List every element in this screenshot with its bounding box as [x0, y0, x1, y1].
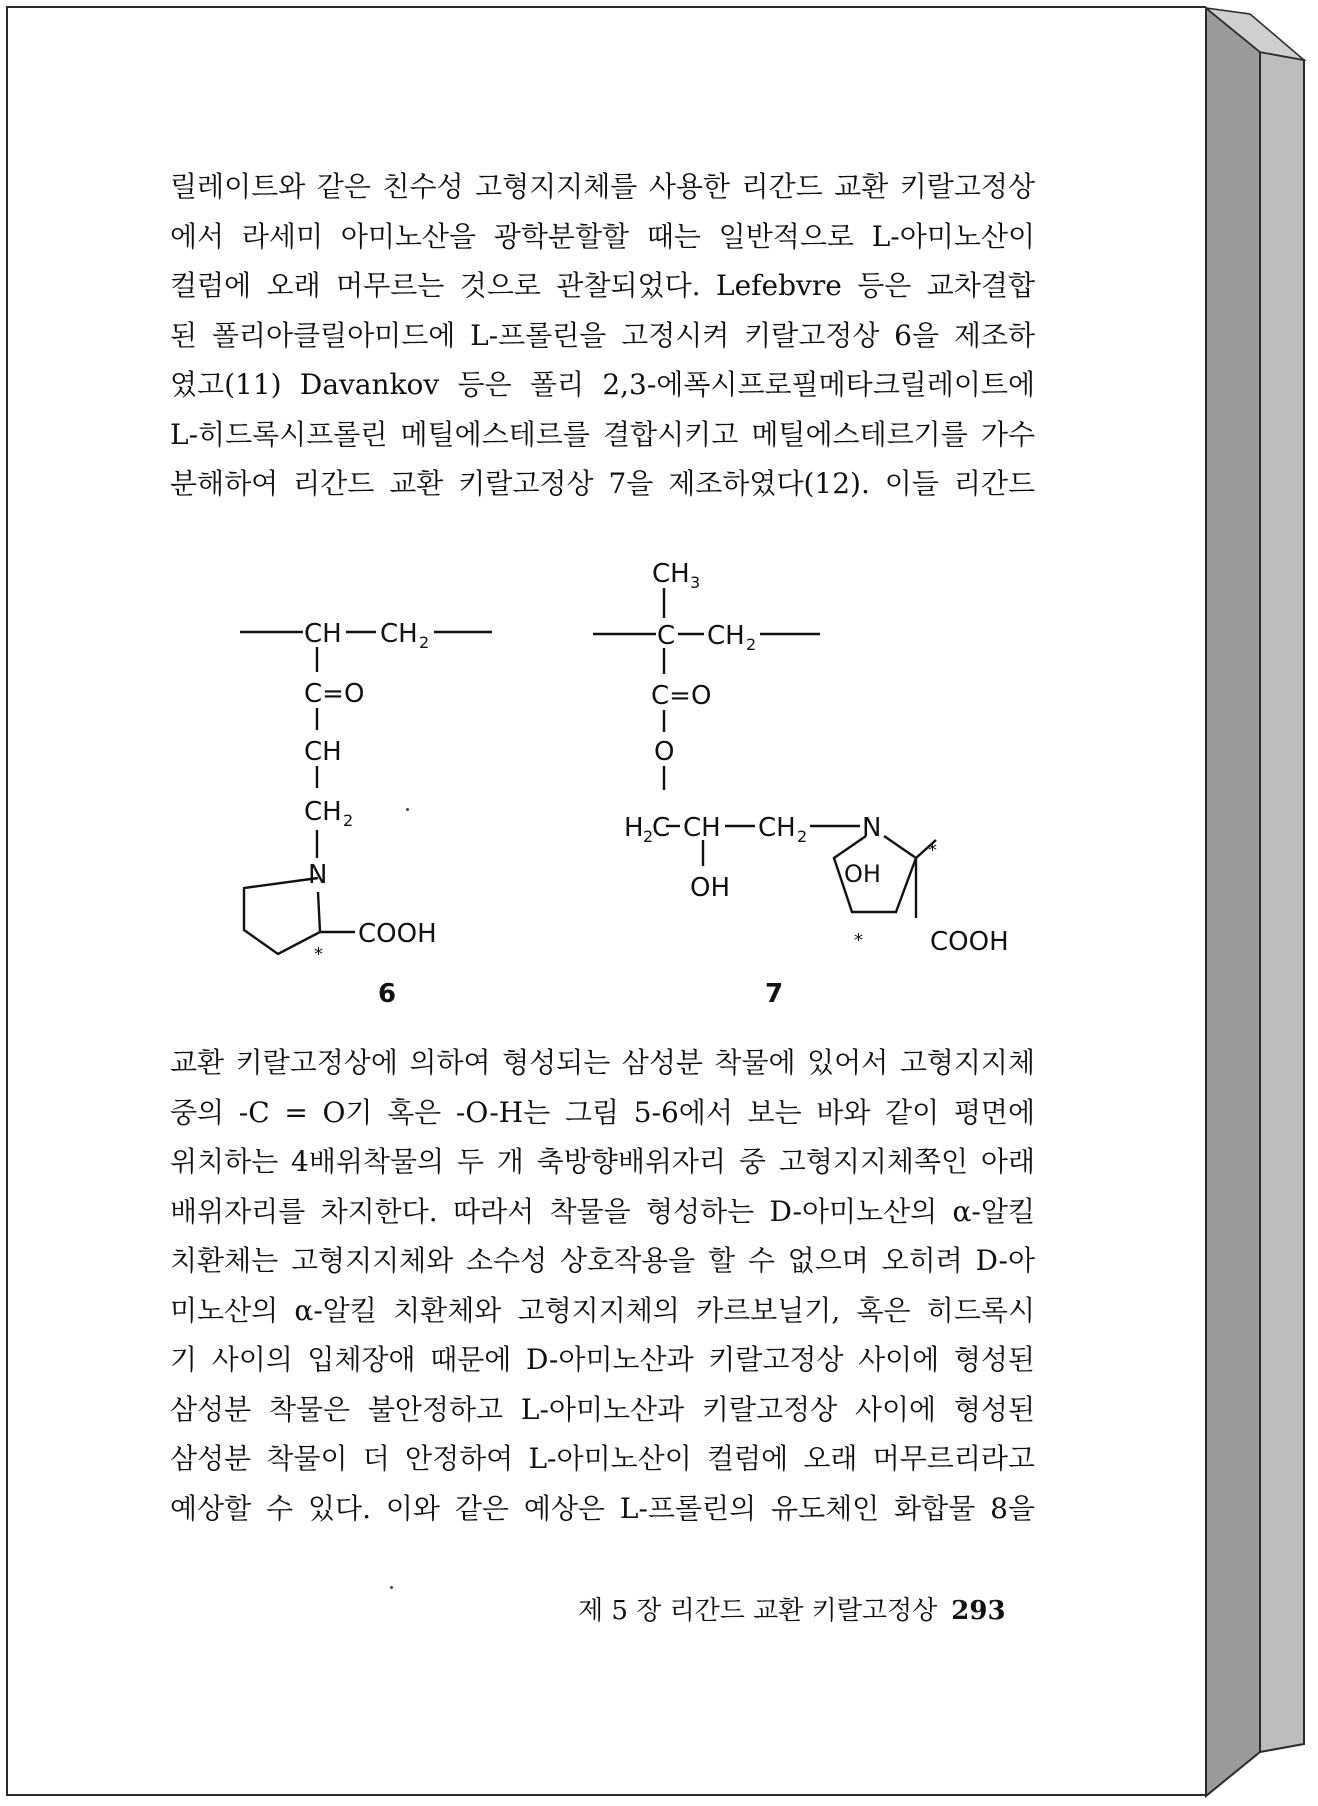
s6-ch2: CH [380, 619, 418, 649]
s7-c: C [657, 621, 676, 651]
s7-stereo-star-2: * [854, 930, 863, 951]
s7-ch3: CH [652, 559, 690, 589]
s7-oh: OH [690, 873, 731, 903]
text-line: 교환 키랄고정상에 의하여 형성되는 삼성분 착물에 있어서 고형지지체 [170, 1046, 1035, 1079]
s7-stereo-star-1: * [928, 840, 937, 861]
s6-ch2b: CH [304, 797, 342, 827]
paragraph-1 [170, 162, 1035, 509]
page-number: 293 [951, 1596, 1006, 1626]
s6-cooh: COOH [358, 919, 437, 949]
text-line: 치환체는 고형지지체와 소수성 상호작용을 할 수 없으며 오히려 D-아 [170, 1244, 1035, 1277]
s6-stereo-star: * [314, 944, 323, 965]
s7-cooh: COOH [930, 927, 1009, 957]
speck [390, 1586, 393, 1589]
s6-ch2b-sub: 2 [343, 811, 354, 830]
s7-co: C=O [651, 681, 712, 711]
s7-ch2: CH [707, 621, 745, 651]
s7-n: N [862, 813, 882, 843]
text-line: 삼성분 착물은 불안정하고 L-아미노산과 키랄고정상 사이에 형성된 [170, 1392, 1035, 1426]
s6-ch2-sub: 2 [419, 633, 430, 652]
text-line: 기 사이의 입체장애 때문에 D-아미노산과 키랄고정상 사이에 형성된 [170, 1343, 1035, 1376]
chapter-title: 제 5 장 리간드 교환 키랄고정상 [578, 1596, 938, 1626]
page-footer [578, 1590, 1006, 1627]
s7-ch2-mid: CH [758, 813, 796, 843]
s7-ring-oh: OH [844, 860, 881, 888]
chemical-structures [220, 540, 1040, 1010]
s7-h2c-h: H [624, 813, 644, 843]
text-line: 컬럼에 오래 머무르는 것으로 관찰되었다. Lefebvre 등은 교차결합 [170, 269, 1035, 302]
paragraph-2 [170, 1038, 1035, 1533]
s7-h2c-sub: 2 [643, 827, 654, 846]
book-spine [1200, 0, 1318, 1806]
s7-ch: CH [683, 813, 721, 843]
text-line: 된 폴리아클릴아미드에 L-프롤린을 고정시켜 키랄고정상 6을 제조하 [170, 318, 1035, 352]
s6-ch: CH [304, 619, 342, 649]
s7-ch3-sub: 3 [690, 573, 701, 592]
s7-ch2-sub: 2 [746, 635, 757, 654]
text-line: 분해하여 리간드 교환 키랄고정상 7을 제조하였다(12). 이들 리간드 [170, 467, 1035, 500]
text-line: 에서 라세미 아미노산을 광학분할할 때는 일반적으로 L-아미노산이 [170, 219, 1035, 253]
text-line: 삼성분 착물이 더 안정하여 L-아미노산이 컬럼에 오래 머무르리라고 [170, 1442, 1035, 1475]
text-line: 배위자리를 차지한다. 따라서 착물을 형성하는 D-아미노산의 α-알킬 [170, 1194, 1035, 1228]
s6-co: C=O [304, 679, 365, 709]
text-line: 미노산의 α-알킬 치환체와 고형지지체의 카르보닐기, 혹은 히드록시 [170, 1293, 1035, 1327]
speck [406, 808, 409, 811]
s7-label: 7 [765, 979, 784, 1009]
text-line: 중의 -C = O기 혹은 -O-H는 그림 5-6에서 보는 바와 같이 평면에 [170, 1095, 1035, 1129]
s7-o: O [654, 737, 675, 767]
s6-label: 6 [378, 979, 397, 1009]
text-line: 예상할 수 있다. 이와 같은 예상은 L-프롤린의 유도체인 화합물 8을 [170, 1491, 1035, 1525]
structure-6 [240, 632, 492, 954]
text-line: 릴레이트와 같은 친수성 고형지지체를 사용한 리간드 교환 키랄고정상 [170, 170, 1035, 203]
text-line: L-히드록시프롤린 메틸에스테르를 결합시키고 메틸에스테르기를 가수 [170, 417, 1035, 451]
s7-ch2-mid-sub: 2 [797, 827, 808, 846]
s7-h2c-c: C [652, 813, 671, 843]
text-line: 위치하는 4배위착물의 두 개 축방향배위자리 중 고형지지체쪽인 아래 [170, 1145, 1035, 1178]
structure-7 [593, 588, 936, 918]
s6-n: N [308, 860, 328, 890]
text-line: 였고(11) Davankov 등은 폴리 2,3-에폭시프로필메타크릴레이트에 [170, 368, 1035, 401]
s6-ch-mid: CH [304, 737, 342, 767]
